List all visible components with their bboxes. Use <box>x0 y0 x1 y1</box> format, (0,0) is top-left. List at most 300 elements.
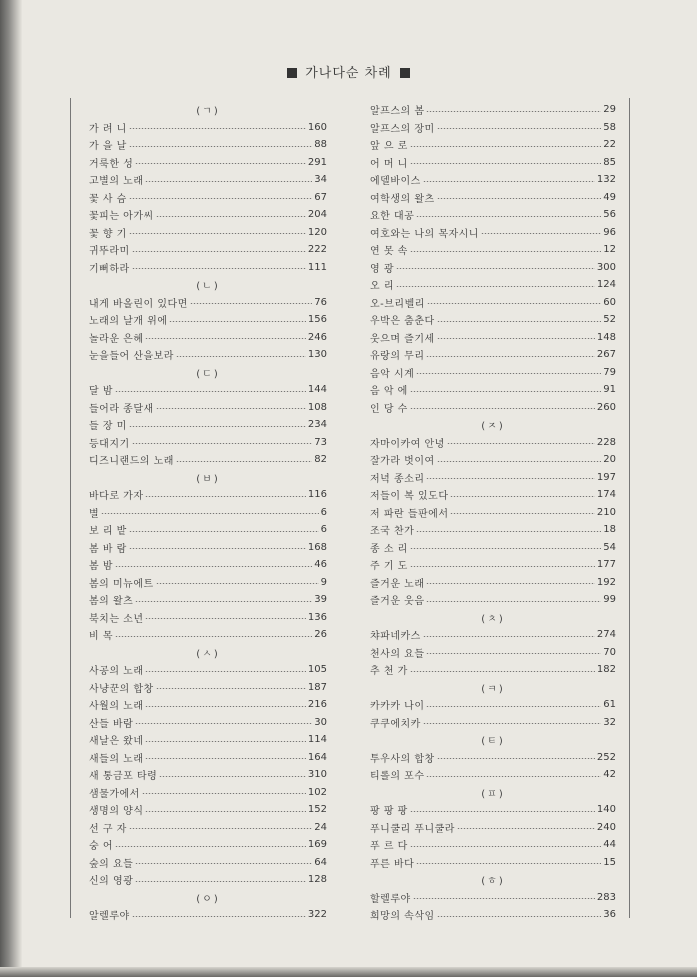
toc-entry[interactable] <box>370 539 616 557</box>
toc-entry[interactable] <box>370 556 616 574</box>
dot-leader <box>169 321 305 322</box>
dot-leader <box>135 163 306 164</box>
toc-entry[interactable] <box>89 626 327 644</box>
entry-page-number: 73 <box>314 436 327 448</box>
dot-leader <box>410 391 601 392</box>
toc-entry[interactable] <box>89 766 327 784</box>
toc-entry[interactable] <box>89 871 327 889</box>
entry-page-number: 130 <box>307 349 327 361</box>
entry-page-number: 29 <box>603 104 616 116</box>
entry-title: 어 머 니 <box>370 158 408 170</box>
entry-page-number: 76 <box>314 296 327 308</box>
section-header: (ㄷ) <box>196 368 220 380</box>
entry-title: 새 통금포 타령 <box>89 771 158 783</box>
entry-page-number: 210 <box>596 506 616 518</box>
entry-title: 즐거운 노래 <box>370 578 425 590</box>
toc-entry[interactable] <box>370 154 616 172</box>
entry-page-number: 96 <box>603 226 616 238</box>
toc-entry[interactable] <box>370 749 616 767</box>
dot-leader <box>447 443 595 444</box>
toc-entry[interactable] <box>370 486 616 504</box>
dot-leader <box>145 618 305 619</box>
entry-page-number: 61 <box>603 699 616 711</box>
section-header: (ㅋ) <box>481 683 505 695</box>
entry-page-number: 99 <box>603 594 616 606</box>
toc-entry[interactable] <box>89 556 327 574</box>
entry-title: 우박은 춤춘다 <box>370 316 435 328</box>
entry-title: 천사의 요들 <box>370 648 425 660</box>
entry-page-number: 182 <box>596 664 616 676</box>
entry-page-number: 148 <box>596 331 616 343</box>
dot-leader <box>176 356 306 357</box>
toc-right-column <box>370 101 616 924</box>
entry-page-number: 102 <box>307 786 327 798</box>
entry-page-number: 228 <box>596 436 616 448</box>
entry-page-number: 32 <box>603 716 616 728</box>
entry-title: 푸 르 다 <box>370 841 408 853</box>
toc-entry[interactable] <box>89 119 327 137</box>
entry-title: 팡 팡 팡 <box>370 806 408 818</box>
entry-title: 바다로 가자 <box>89 491 144 503</box>
entry-page-number: 204 <box>307 209 327 221</box>
entry-title: 꽃 향 기 <box>89 228 127 240</box>
entry-page-number: 15 <box>603 856 616 868</box>
section-header: (ㅈ) <box>481 421 505 433</box>
toc-entry[interactable] <box>89 504 327 522</box>
dot-leader <box>457 828 595 829</box>
entry-title: 달 밤 <box>89 386 113 398</box>
entry-page-number: 22 <box>603 139 616 151</box>
entry-page-number: 44 <box>603 839 616 851</box>
dot-leader <box>115 846 306 847</box>
entry-page-number: 36 <box>603 909 616 921</box>
entry-page-number: 20 <box>603 454 616 466</box>
entry-title: 조국 찬가 <box>370 526 415 538</box>
dot-leader <box>450 496 594 497</box>
dot-leader <box>132 443 313 444</box>
entry-page-number: 9 <box>320 576 327 588</box>
square-bullet-icon <box>287 68 297 78</box>
toc-entry[interactable] <box>89 241 327 259</box>
dot-leader <box>413 898 595 899</box>
dot-leader <box>142 793 306 794</box>
entry-title: 꽃 사 슴 <box>89 193 127 205</box>
toc-entry[interactable] <box>89 486 327 504</box>
toc-entry[interactable] <box>89 416 327 434</box>
entry-title: 들어라 종달새 <box>89 403 154 415</box>
entry-page-number: 300 <box>596 261 616 273</box>
entry-title: 알프스의 봄 <box>370 106 425 118</box>
toc-entry[interactable] <box>370 451 616 469</box>
entry-title: 봄 밤 <box>89 561 113 573</box>
entry-title: 오 리 <box>370 281 394 293</box>
dot-leader <box>426 583 594 584</box>
dot-leader <box>426 478 594 479</box>
toc-entry[interactable] <box>370 311 616 329</box>
dot-leader <box>426 653 601 654</box>
toc-entry[interactable] <box>89 906 327 924</box>
entry-title: 내게 바올린이 있다면 <box>89 298 188 310</box>
entry-page-number: 260 <box>596 401 616 413</box>
entry-title: 요한 대공 <box>370 211 415 223</box>
entry-title: 유랑의 무리 <box>370 351 425 363</box>
entry-page-number: 30 <box>314 716 327 728</box>
dot-leader <box>115 391 306 392</box>
section-header: (ㅍ) <box>481 788 505 800</box>
entry-title: 저 파란 들판에서 <box>370 508 449 520</box>
entry-title: 푸른 바다 <box>370 858 415 870</box>
entry-title: 즐거운 웃음 <box>370 596 425 608</box>
entry-page-number: 111 <box>307 261 327 273</box>
dot-leader <box>190 303 312 304</box>
section-header: (ㅅ) <box>196 648 220 660</box>
entry-page-number: 105 <box>307 664 327 676</box>
entry-page-number: 156 <box>307 314 327 326</box>
toc-entry[interactable] <box>370 399 616 417</box>
section-header: (ㅎ) <box>481 876 505 888</box>
toc-entry[interactable] <box>89 819 327 837</box>
toc-entry[interactable] <box>370 504 616 522</box>
entry-title: 새들의 노래 <box>89 753 144 765</box>
dot-leader <box>410 251 601 252</box>
entry-page-number: 26 <box>314 629 327 641</box>
dot-leader <box>129 233 306 234</box>
entry-page-number: 128 <box>307 874 327 886</box>
toc-entry[interactable] <box>89 224 327 242</box>
toc-entry[interactable] <box>89 521 327 539</box>
dot-leader <box>115 636 312 637</box>
toc-entry[interactable] <box>89 749 327 767</box>
toc-entry[interactable] <box>370 696 616 714</box>
toc-entry[interactable] <box>89 836 327 854</box>
entry-page-number: 322 <box>307 909 327 921</box>
dot-leader <box>481 233 601 234</box>
toc-entry[interactable] <box>370 119 616 137</box>
toc-entry[interactable] <box>370 521 616 539</box>
entry-title: 비 목 <box>89 631 113 643</box>
dot-leader <box>101 513 318 514</box>
entry-title: 눈을들어 산을보라 <box>89 351 174 363</box>
entry-title: 봄의 왈츠 <box>89 596 134 608</box>
toc-entry[interactable] <box>370 206 616 224</box>
dot-leader <box>437 758 595 759</box>
entry-title: 알프스의 장미 <box>370 123 435 135</box>
entry-title: 음악 시계 <box>370 368 415 380</box>
section-header: (ㄱ) <box>196 106 220 118</box>
dot-leader <box>135 863 312 864</box>
entry-title: 인 당 수 <box>370 403 408 415</box>
entry-page-number: 12 <box>603 244 616 256</box>
entry-page-number: 58 <box>603 121 616 133</box>
page-binding-edge <box>0 0 22 977</box>
entry-title: 숭 어 <box>89 841 113 853</box>
toc-entry[interactable] <box>370 819 616 837</box>
entry-title: 등대지기 <box>89 438 130 450</box>
toc-entry[interactable] <box>370 574 616 592</box>
toc-entry[interactable] <box>89 399 327 417</box>
entry-title: 디즈니랜드의 노래 <box>89 456 174 468</box>
entry-title: 영 광 <box>370 263 394 275</box>
section-header: (ㅇ) <box>196 893 220 905</box>
dot-leader <box>145 496 305 497</box>
entry-page-number: 310 <box>307 769 327 781</box>
toc-entry[interactable] <box>370 259 616 277</box>
dot-leader <box>410 408 595 409</box>
dot-leader <box>145 741 305 742</box>
dot-leader <box>129 548 306 549</box>
entry-title: 잘가라 벗이여 <box>370 456 435 468</box>
entry-title: 추 천 가 <box>370 666 408 678</box>
dot-leader <box>145 758 305 759</box>
toc-entry[interactable] <box>370 136 616 154</box>
dot-leader <box>437 338 595 339</box>
entry-title: 신의 영광 <box>89 876 134 888</box>
toc-entry[interactable] <box>370 189 616 207</box>
toc-entry[interactable] <box>370 224 616 242</box>
entry-title: 주 기 도 <box>370 561 408 573</box>
entry-page-number: 64 <box>314 856 327 868</box>
toc-entry[interactable] <box>89 574 327 592</box>
entry-page-number: 116 <box>307 489 327 501</box>
dot-leader <box>145 706 305 707</box>
entry-title: 고별의 노래 <box>89 176 144 188</box>
dot-leader <box>426 776 601 777</box>
entry-page-number: 114 <box>307 734 327 746</box>
entry-page-number: 42 <box>603 769 616 781</box>
toc-entry[interactable] <box>370 381 616 399</box>
toc-entry[interactable] <box>89 451 327 469</box>
toc-entry[interactable] <box>89 259 327 277</box>
entry-page-number: 187 <box>307 681 327 693</box>
dot-leader <box>115 566 312 567</box>
entry-title: 거룩한 성 <box>89 158 134 170</box>
toc-entry[interactable] <box>89 784 327 802</box>
entry-page-number: 24 <box>314 821 327 833</box>
entry-page-number: 91 <box>603 384 616 396</box>
entry-title: 챠파네카스 <box>370 631 421 643</box>
toc-entry[interactable] <box>370 906 616 924</box>
dot-leader <box>416 216 601 217</box>
entry-title: 종 소 리 <box>370 543 408 555</box>
entry-title: 오-브리벨리 <box>370 298 425 310</box>
entry-title: 사냥꾼의 합창 <box>89 683 154 695</box>
entry-title: 음 악 에 <box>370 386 408 398</box>
dot-leader <box>426 356 594 357</box>
toc-entry[interactable] <box>370 661 616 679</box>
dot-leader <box>450 513 594 514</box>
entry-title: 알렐루야 <box>89 911 130 923</box>
dot-leader <box>129 426 306 427</box>
entry-page-number: 174 <box>596 489 616 501</box>
toc-entry[interactable] <box>370 364 616 382</box>
entry-title: 저들이 복 있도다 <box>370 491 449 503</box>
toc-entry[interactable] <box>89 381 327 399</box>
dot-leader <box>132 251 306 252</box>
dot-leader <box>410 163 601 164</box>
entry-title: 봄 바 람 <box>89 543 127 555</box>
entry-page-number: 108 <box>307 401 327 413</box>
dot-leader <box>410 146 601 147</box>
toc-entry[interactable] <box>370 101 616 119</box>
dot-leader <box>410 566 595 567</box>
toc-entry[interactable] <box>89 136 327 154</box>
entry-title: 노래의 날개 위에 <box>89 316 168 328</box>
entry-page-number: 18 <box>603 524 616 536</box>
section-header: (ㅊ) <box>481 613 505 625</box>
dot-leader <box>410 548 601 549</box>
dot-leader <box>426 706 601 707</box>
entry-page-number: 140 <box>596 804 616 816</box>
entry-page-number: 120 <box>307 226 327 238</box>
entry-page-number: 85 <box>603 156 616 168</box>
dot-leader <box>156 408 306 409</box>
dot-leader <box>132 268 306 269</box>
entry-page-number: 82 <box>314 454 327 466</box>
dot-leader <box>427 303 601 304</box>
entry-page-number: 136 <box>307 611 327 623</box>
toc-entry[interactable] <box>370 854 616 872</box>
toc-entry[interactable] <box>89 206 327 224</box>
entry-title: 웃으며 즐기세 <box>370 333 435 345</box>
entry-title: 자마이카여 안녕 <box>370 438 445 450</box>
entry-title: 티롤의 포수 <box>370 771 425 783</box>
entry-title: 놀라운 은혜 <box>89 333 144 345</box>
toc-entry[interactable] <box>89 171 327 189</box>
dot-leader <box>396 286 595 287</box>
entry-page-number: 124 <box>596 279 616 291</box>
toc-entry[interactable] <box>370 591 616 609</box>
entry-title: 연 못 속 <box>370 246 408 258</box>
entry-title: 봄의 미뉴에트 <box>89 578 154 590</box>
entry-title: 선 구 자 <box>89 823 127 835</box>
toc-entry[interactable] <box>89 714 327 732</box>
entry-page-number: 168 <box>307 541 327 553</box>
dot-leader <box>437 461 602 462</box>
toc-entry[interactable] <box>370 644 616 662</box>
toc-entry[interactable] <box>89 329 327 347</box>
toc-entry[interactable] <box>370 469 616 487</box>
entry-page-number: 216 <box>307 699 327 711</box>
section-header: (ㄴ) <box>196 281 220 293</box>
toc-entry[interactable] <box>370 889 616 907</box>
page-bottom-edge <box>0 967 697 977</box>
toc-entry[interactable] <box>370 329 616 347</box>
toc-entry[interactable] <box>89 609 327 627</box>
toc-entry[interactable] <box>89 311 327 329</box>
dot-leader <box>135 601 312 602</box>
dot-leader <box>416 863 601 864</box>
entry-page-number: 67 <box>314 191 327 203</box>
toc-entry[interactable] <box>89 731 327 749</box>
entry-page-number: 54 <box>603 541 616 553</box>
toc-entry[interactable] <box>89 189 327 207</box>
entry-title: 별 <box>89 508 100 520</box>
dot-leader <box>145 671 305 672</box>
dot-leader <box>129 128 306 129</box>
toc-entry[interactable] <box>89 854 327 872</box>
dot-leader <box>156 216 306 217</box>
toc-entry[interactable] <box>89 801 327 819</box>
entry-page-number: 6 <box>320 524 327 536</box>
toc-entry[interactable] <box>89 591 327 609</box>
entry-page-number: 291 <box>307 156 327 168</box>
entry-page-number: 177 <box>596 559 616 571</box>
entry-title: 사공의 노래 <box>89 666 144 678</box>
entry-title: 에델바이스 <box>370 176 421 188</box>
entry-page-number: 192 <box>596 576 616 588</box>
toc-entry[interactable] <box>370 294 616 312</box>
toc-entry[interactable] <box>370 434 616 452</box>
entry-page-number: 274 <box>596 629 616 641</box>
toc-entry[interactable] <box>89 539 327 557</box>
entry-page-number: 169 <box>307 839 327 851</box>
toc-entry[interactable] <box>89 696 327 714</box>
entry-title: 기뻐하라 <box>89 263 130 275</box>
entry-title: 산들 바람 <box>89 718 134 730</box>
dot-leader <box>145 338 305 339</box>
toc-entry[interactable] <box>370 626 616 644</box>
entry-title: 생명의 양식 <box>89 806 144 818</box>
entry-title: 들 장 미 <box>89 421 127 433</box>
dot-leader <box>437 198 602 199</box>
dot-leader <box>416 531 601 532</box>
dot-leader <box>176 461 312 462</box>
entry-title: 앞 으 로 <box>370 141 408 153</box>
toc-entry[interactable] <box>370 171 616 189</box>
toc-entry[interactable] <box>370 766 616 784</box>
toc-entry[interactable] <box>89 294 327 312</box>
entry-title: 보 리 밭 <box>89 526 127 538</box>
entry-title: 귀뚜라미 <box>89 246 130 258</box>
dot-leader <box>410 846 601 847</box>
dot-leader <box>129 531 319 532</box>
entry-page-number: 34 <box>314 174 327 186</box>
entry-page-number: 283 <box>596 891 616 903</box>
page-title-text: 가나다순 차례 <box>305 66 392 81</box>
entry-title: 사월의 노래 <box>89 701 144 713</box>
toc-entry[interactable] <box>89 346 327 364</box>
toc-entry[interactable] <box>89 154 327 172</box>
toc-entry[interactable] <box>370 714 616 732</box>
dot-leader <box>423 636 595 637</box>
section-header: (ㅌ) <box>481 736 505 748</box>
toc-entry[interactable] <box>89 434 327 452</box>
toc-entry[interactable] <box>370 346 616 364</box>
dot-leader <box>410 671 595 672</box>
entry-title: 여호와는 나의 목자시니 <box>370 228 479 240</box>
toc-entry[interactable] <box>370 241 616 259</box>
entry-page-number: 144 <box>307 384 327 396</box>
entry-page-number: 160 <box>307 121 327 133</box>
entry-page-number: 6 <box>320 506 327 518</box>
toc-entry[interactable] <box>370 836 616 854</box>
entry-page-number: 49 <box>603 191 616 203</box>
toc-entry[interactable] <box>370 276 616 294</box>
entry-page-number: 52 <box>603 314 616 326</box>
entry-page-number: 56 <box>603 209 616 221</box>
toc-left-column <box>89 101 327 924</box>
entry-page-number: 132 <box>596 174 616 186</box>
dot-leader <box>156 688 306 689</box>
entry-title: 할렐루야 <box>370 893 411 905</box>
toc-entry[interactable] <box>370 801 616 819</box>
entry-page-number: 197 <box>596 471 616 483</box>
entry-page-number: 240 <box>596 821 616 833</box>
dot-leader <box>145 181 312 182</box>
dot-leader <box>129 198 312 199</box>
toc-entry[interactable] <box>89 661 327 679</box>
toc-entry[interactable] <box>89 679 327 697</box>
